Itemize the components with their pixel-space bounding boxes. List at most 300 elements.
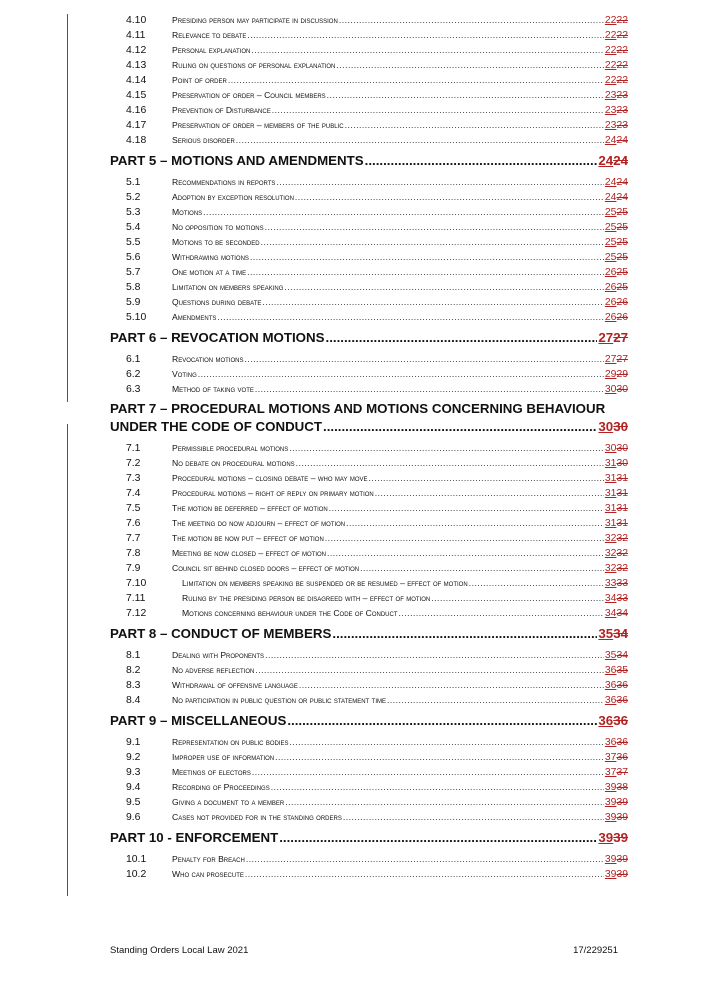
dot-leader [290,735,604,750]
deleted-page-number: 30 [616,384,628,395]
toc-entry-number: 8.2 [126,665,141,676]
toc-entry-number: 4.11 [126,30,146,41]
deleted-page-number: 32 [616,563,628,574]
page-number[interactable] [605,265,628,280]
toc-entry[interactable] [110,280,628,295]
toc-entry[interactable] [110,352,628,367]
toc-part-heading[interactable] [110,328,628,347]
toc-entry[interactable] [110,693,628,708]
page-number[interactable] [605,561,628,576]
deleted-page-number: 34 [613,626,628,641]
page-number[interactable] [605,516,628,531]
dot-leader [271,780,604,795]
dot-leader [346,516,604,531]
inserted-page-number: 37 [604,767,617,778]
deleted-page-number: 30 [616,443,628,454]
dot-leader [343,810,604,825]
toc-entry-title: Motions to be seconded [172,237,260,247]
page-number[interactable] [605,795,628,810]
dot-leader [247,28,604,43]
toc-entry-number: 10.2 [126,869,147,880]
inserted-page-number: 32 [604,533,617,544]
page-number[interactable] [605,501,628,516]
deleted-page-number: 27 [613,330,628,345]
inserted-page-number: 34 [604,608,617,619]
dot-leader [217,310,603,325]
deleted-page-number: 32 [616,548,628,559]
inserted-page-number: 22 [604,75,617,86]
deleted-page-number: 36 [616,752,628,763]
page-number[interactable] [605,88,628,103]
toc-entry-title: Limitation on members speaking be suspended or be resumed – effect of motion [182,578,468,588]
toc-entry-title: Withdrawing motions [172,252,249,262]
toc-entry-title: Motions [172,207,203,217]
deleted-page-number: 23 [616,105,628,116]
page-number[interactable] [605,576,628,591]
toc-entry-title: Questions during debate [172,297,262,307]
deleted-page-number: 37 [616,767,628,778]
page-number[interactable] [605,456,628,471]
page-number[interactable] [605,591,628,606]
inserted-page-number: 26 [604,312,617,323]
inserted-page-number: 27 [604,354,617,365]
inserted-page-number: 30 [598,419,614,434]
toc-entry-title: Recommendations in reports [172,177,276,187]
page-number[interactable] [605,678,628,693]
toc-entry-title: Giving a document to a member [172,797,285,807]
inserted-page-number: 26 [604,267,617,278]
toc-entry-title: No debate on procedural motions [172,458,295,468]
dot-leader [265,648,604,663]
page-number[interactable] [605,310,628,325]
dot-leader [326,328,598,347]
deleted-page-number: 27 [616,354,628,365]
toc-part-title: PART 8 – CONDUCT OF MEMBERS [110,626,332,641]
toc-entry-title: Penalty for Breach [172,854,245,864]
toc-part-heading[interactable] [110,828,628,847]
toc-part-title: PART 9 – MISCELLANEOUS [110,713,287,728]
inserted-page-number: 22 [604,15,617,26]
inserted-page-number: 22 [604,60,617,71]
page-number[interactable] [598,328,628,347]
toc-entry-number: 7.9 [126,563,141,574]
toc-entry[interactable] [110,205,628,220]
toc-entry-number: 8.4 [126,695,141,706]
page-number[interactable] [598,711,628,730]
toc-entry-number: 5.10 [126,312,147,323]
inserted-page-number: 22 [604,45,617,56]
inserted-page-number: 25 [604,252,617,263]
deleted-page-number: 25 [616,237,628,248]
page-number[interactable] [605,73,628,88]
toc-entry-number: 7.4 [126,488,141,499]
toc-entry-title: Preservation of order – Council members [172,90,326,100]
dot-leader [279,828,597,847]
toc-part-heading[interactable] [110,400,628,436]
page-number[interactable] [605,471,628,486]
toc-entry-number: 9.3 [126,767,141,778]
dot-leader [469,576,604,591]
inserted-page-number: 39 [604,797,617,808]
page-number[interactable] [605,352,628,367]
page-number[interactable] [605,250,628,265]
toc-entry-title: Withdrawal of offensive language [172,680,298,690]
toc-entry-number: 7.6 [126,518,141,529]
toc-entry-title: Recording of Proceedings [172,782,270,792]
toc-part-title-line2-row [110,417,628,436]
dot-leader [262,295,604,310]
deleted-page-number: 25 [616,207,628,218]
page-number[interactable] [605,235,628,250]
toc-entry-title: Procedural motions – closing debate – who may move [172,473,368,483]
dot-leader [198,367,604,382]
page-number[interactable] [605,175,628,190]
dot-leader [284,280,603,295]
inserted-page-number: 36 [604,680,617,691]
page-number[interactable] [605,43,628,58]
toc-entry-title: Motions concerning behaviour under the Code of Conduct [182,608,398,618]
toc-entry-number: 7.10 [126,578,147,589]
toc-entry[interactable] [110,795,628,810]
inserted-page-number: 36 [604,695,617,706]
toc-entry[interactable] [110,367,628,382]
deleted-page-number: 26 [616,312,628,323]
dot-leader [247,265,604,280]
toc-entry-title: Meeting be now closed – effect of motion [172,548,326,558]
toc-entry-number: 5.9 [126,297,141,308]
dot-leader [255,382,604,397]
inserted-page-number: 39 [598,830,614,845]
toc-entry-number: 4.15 [126,90,147,101]
toc-entry[interactable] [110,663,628,678]
toc-entry-number: 7.2 [126,458,141,469]
dot-leader [285,795,604,810]
dot-leader [250,250,604,265]
dot-leader [387,693,604,708]
dot-leader [228,73,604,88]
toc-entry-number: 9.1 [126,737,141,748]
toc-entry-number: 4.10 [126,15,147,26]
toc-entry[interactable] [110,591,628,606]
inserted-page-number: 34 [604,593,617,604]
page-number[interactable] [605,280,628,295]
toc-entry-title: Improper use of information [172,752,275,762]
toc-entry-number: 4.17 [126,120,147,131]
toc-entry-title: Relevance to debate [172,30,247,40]
dot-leader [399,606,604,621]
inserted-page-number: 31 [604,473,617,484]
inserted-page-number: 31 [604,518,617,529]
toc-entry[interactable] [110,250,628,265]
dot-leader [336,58,603,73]
toc-entry[interactable] [110,765,628,780]
toc-entry-title: Preservation of order – members of the public [172,120,344,130]
toc-entry-number: 5.7 [126,267,141,278]
toc-entry-title: Point of order [172,75,227,85]
page-number[interactable] [605,531,628,546]
inserted-page-number: 24 [598,153,614,168]
toc-entry[interactable] [110,13,628,28]
inserted-page-number: 31 [604,458,617,469]
deleted-page-number: 39 [616,869,628,880]
inserted-page-number: 32 [604,548,617,559]
page-number[interactable] [605,546,628,561]
deleted-page-number: 36 [616,737,628,748]
inserted-page-number: 24 [604,135,617,146]
toc-entry[interactable] [110,175,628,190]
toc-entry-title: Amendments [172,312,217,322]
dot-leader [289,441,604,456]
page-number[interactable] [605,765,628,780]
toc-part-heading[interactable] [110,624,628,643]
toc-entry[interactable] [110,852,628,867]
page-number[interactable] [605,750,628,765]
toc-entry[interactable] [110,118,628,133]
page-number[interactable] [605,220,628,235]
toc-entry[interactable] [110,235,628,250]
inserted-page-number: 23 [604,90,617,101]
toc-entry[interactable] [110,295,628,310]
deleted-page-number: 39 [616,812,628,823]
toc-entry[interactable] [110,750,628,765]
dot-leader [375,486,604,501]
toc-entry-number: 7.12 [126,608,147,619]
deleted-page-number: 36 [613,713,628,728]
toc-entry[interactable] [110,648,628,663]
dot-leader [332,624,597,643]
toc-entry-number: 5.2 [126,192,141,203]
page-number[interactable] [605,693,628,708]
toc-entry[interactable] [110,780,628,795]
toc-entry[interactable] [110,561,628,576]
toc-entry-title: Ruling by the presiding person be disagreed with – effect of motion [182,593,431,603]
dot-leader [275,750,604,765]
toc-entry-title: Presiding person may participate in discussion [172,15,338,25]
dot-leader [327,88,604,103]
inserted-page-number: 23 [604,105,617,116]
toc-entry[interactable] [110,810,628,825]
inserted-page-number: 36 [604,737,617,748]
page-number[interactable] [598,624,628,643]
deleted-page-number: 36 [616,680,628,691]
page-number[interactable] [605,295,628,310]
toc-entry-number: 5.1 [126,177,141,188]
deleted-page-number: 26 [616,297,628,308]
change-bar-top [67,14,68,402]
inserted-page-number: 25 [604,222,617,233]
toc-part-title-line1: PART 7 – PROCEDURAL MOTIONS AND MOTIONS CONCERNING BEHAVIOUR [110,401,606,416]
toc-entry[interactable] [110,441,628,456]
toc-entry-title: Council sit behind closed doors – effect of motion [172,563,360,573]
toc-entry-number: 7.8 [126,548,141,559]
inserted-page-number: 35 [598,626,614,641]
toc-entry[interactable] [110,516,628,531]
dot-leader [325,531,604,546]
deleted-page-number: 25 [616,252,628,263]
dot-leader [255,663,604,678]
change-bar-bottom [67,424,68,896]
toc-entry-title: Representation on public bodies [172,737,289,747]
toc-entry[interactable] [110,606,628,621]
deleted-page-number: 30 [613,419,628,434]
toc-entry-number: 9.6 [126,812,141,823]
toc-entry-number: 4.13 [126,60,147,71]
toc-entry-title: No participation in public question or public statement time [172,695,386,705]
deleted-page-number: 39 [616,854,628,865]
toc-entry[interactable] [110,382,628,397]
page-number[interactable] [605,103,628,118]
toc-entry-title: The motion be now put – effect of motion [172,533,324,543]
deleted-page-number: 33 [616,593,628,604]
toc-entry-number: 7.1 [126,443,141,454]
dot-leader [365,151,598,170]
toc-entry-number: 6.1 [126,354,141,365]
toc-entry-title: Ruling on questions of personal explanation [172,60,336,70]
toc-entry-title: Serious disorder [172,135,235,145]
deleted-page-number: 31 [616,518,628,529]
toc-entry[interactable] [110,486,628,501]
dot-leader [345,118,604,133]
inserted-page-number: 37 [604,752,617,763]
toc-entry-number: 10.1 [126,854,147,865]
toc-entry-number: 7.7 [126,533,141,544]
page-number[interactable] [605,663,628,678]
toc-part-heading[interactable] [110,151,628,170]
toc-entry[interactable] [110,73,628,88]
deleted-page-number: 31 [616,473,628,484]
dot-leader [287,711,597,730]
dot-leader [272,103,604,118]
page-number[interactable] [605,486,628,501]
deleted-page-number: 22 [616,60,628,71]
toc-entry-number: 4.16 [126,105,147,116]
inserted-page-number: 31 [604,503,617,514]
toc-entry[interactable] [110,456,628,471]
inserted-page-number: 36 [604,665,617,676]
page-number[interactable] [605,58,628,73]
page-number[interactable] [605,382,628,397]
page-number[interactable] [605,13,628,28]
inserted-page-number: 26 [604,297,617,308]
page-number[interactable] [605,441,628,456]
page-number[interactable] [598,417,628,436]
deleted-page-number: 22 [616,30,628,41]
toc-entry[interactable] [110,265,628,280]
toc-part-title: PART 5 – MOTIONS AND AMENDMENTS [110,153,364,168]
page-number[interactable] [605,735,628,750]
deleted-page-number: 34 [616,650,628,661]
toc-entry[interactable] [110,867,628,882]
deleted-page-number: 23 [616,120,628,131]
toc-entry[interactable] [110,28,628,43]
toc-entry-number: 8.3 [126,680,141,691]
toc-entry[interactable] [110,133,628,148]
dot-leader [299,678,604,693]
toc-entry-title: Revocation motions [172,354,244,364]
toc-entry[interactable] [110,735,628,750]
deleted-page-number: 24 [616,135,628,146]
toc-entry[interactable] [110,501,628,516]
page-number[interactable] [605,780,628,795]
toc-entry-number: 9.5 [126,797,141,808]
toc-entry[interactable] [110,103,628,118]
toc-part-title: PART 10 - ENFORCEMENT [110,830,279,845]
deleted-page-number: 34 [616,608,628,619]
toc-entry-title: The meeting do now adjourn – effect of motion [172,518,346,528]
dot-leader [265,220,604,235]
table-of-contents [110,13,628,882]
page-number[interactable] [605,606,628,621]
toc-entry-title: Cases not provided for in the standing orders [172,812,342,822]
toc-entry-title: Dealing with Proponents [172,650,265,660]
page-number[interactable] [605,190,628,205]
dot-leader [245,867,604,882]
toc-entry-title: Personal explanation [172,45,251,55]
toc-entry-number: 6.2 [126,369,141,380]
toc-part-title: PART 6 – REVOCATION MOTIONS [110,330,325,345]
toc-entry-title: Who can prosecute [172,869,244,879]
toc-entry[interactable] [110,88,628,103]
page-number[interactable] [605,133,628,148]
toc-entry-number: 7.3 [126,473,141,484]
toc-entry-title: Procedural motions – right of reply on primary motion [172,488,374,498]
page-number[interactable] [605,648,628,663]
toc-entry-number: 5.6 [126,252,141,263]
toc-entry-number: 6.3 [126,384,141,395]
page-number[interactable] [605,118,628,133]
inserted-page-number: 23 [604,120,617,131]
inserted-page-number: 25 [604,207,617,218]
deleted-page-number: 36 [616,695,628,706]
toc-entry[interactable] [110,531,628,546]
deleted-page-number: 39 [613,830,628,845]
page-number[interactable] [598,151,628,170]
deleted-page-number: 23 [616,90,628,101]
dot-leader [245,352,604,367]
page-number[interactable] [605,852,628,867]
page-number[interactable] [605,867,628,882]
page-number[interactable] [605,28,628,43]
toc-entry[interactable] [110,220,628,235]
toc-part-heading[interactable] [110,711,628,730]
deleted-page-number: 35 [616,665,628,676]
dot-leader [252,765,604,780]
toc-entry[interactable] [110,678,628,693]
toc-entry-title: Prevention of Disturbance [172,105,271,115]
toc-entry-title: No opposition to motions [172,222,264,232]
toc-entry[interactable] [110,471,628,486]
deleted-page-number: 24 [616,192,628,203]
toc-entry[interactable] [110,43,628,58]
dot-leader [327,546,604,561]
deleted-page-number: 24 [616,177,628,188]
page-number[interactable] [605,810,628,825]
page-number[interactable] [598,828,628,847]
toc-entry[interactable] [110,190,628,205]
inserted-page-number: 33 [604,578,617,589]
inserted-page-number: 39 [604,854,617,865]
toc-entry-title: Meetings of electors [172,767,251,777]
page-number[interactable] [605,205,628,220]
page-number[interactable] [605,367,628,382]
inserted-page-number: 27 [598,330,614,345]
toc-entry[interactable] [110,576,628,591]
toc-entry-number: 5.8 [126,282,141,293]
inserted-page-number: 29 [604,369,617,380]
toc-entry[interactable] [110,546,628,561]
toc-entry[interactable] [110,310,628,325]
toc-entry[interactable] [110,58,628,73]
